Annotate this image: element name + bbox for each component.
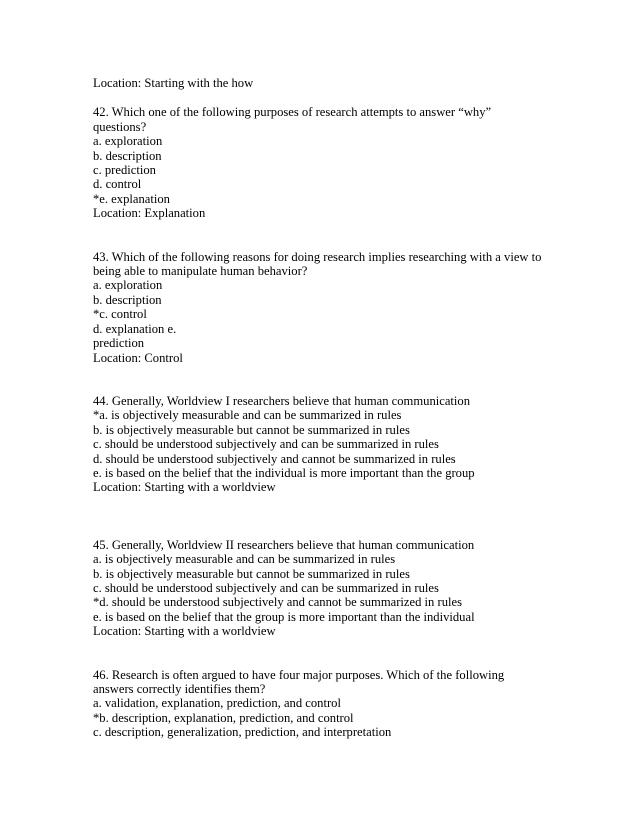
answer-option: b. is objectively measurable but cannot be summarized in rules [93,566,410,581]
correct-answer-option: *b. description, explanation, prediction, and control [93,710,354,725]
document-page [93,76,613,740]
correct-answer-option: *c. control [93,307,147,322]
answer-option: c. should be understood subjectively and can be summarized in rules [93,437,439,452]
answer-option: e. is based on the belief that the group is more important than the individual [93,609,475,624]
question-location: Location: Control [93,350,183,365]
correct-answer-option: *d. should be understood subjectively and cannot be summarized in rules [93,595,462,610]
header-location: Location: Starting with the how [93,76,254,90]
question-42 [93,105,613,220]
question-43 [93,250,613,365]
question-stem-continued: questions? [93,119,147,134]
answer-option: b. description [93,292,162,307]
question-stem: 42. Which one of the following purposes of research attempts to answer “why” [93,105,492,120]
question-location: Location: Starting with a worldview [93,624,276,639]
question-location: Location: Starting with a worldview [93,480,276,495]
question-44 [93,394,613,495]
correct-answer-option: *a. is objectively measurable and can be summarized in rules [93,408,402,423]
answer-option: d. explanation e. [93,321,177,336]
spacer [93,90,613,105]
answer-option: c. prediction [93,163,156,178]
answer-option: a. exploration [93,134,163,149]
question-stem: 46. Research is often argued to have four major purposes. Which of the following [93,667,505,682]
answer-option: b. is objectively measurable but cannot be summarized in rules [93,422,410,437]
correct-answer-option: *e. explanation [93,191,170,206]
question-stem: 44. Generally, Worldview I researchers believe that human communication [93,393,471,408]
answer-option: d. control [93,177,142,192]
question-46 [93,668,613,740]
question-stem: 45. Generally, Worldview II researchers believe that human communication [93,537,475,552]
answer-option: d. should be understood subjectively and cannot be summarized in rules [93,451,456,466]
answer-option: a. exploration [93,278,163,293]
question-stem: 43. Which of the following reasons for doing research implies researching with a view to [93,249,542,264]
question-stem-continued: answers correctly identifies them? [93,682,266,696]
question-location: Location: Explanation [93,206,206,221]
question-stem-continued: being able to manipulate human behavior? [93,264,308,279]
answer-option-continued: prediction [93,336,145,351]
spacer [93,639,613,668]
answer-option: c. should be understood subjectively and can be summarized in rules [93,580,439,595]
spacer [93,365,613,394]
answer-option: a. validation, explanation, prediction, and control [93,696,341,711]
answer-option: a. is objectively measurable and can be summarized in rules [93,552,396,567]
spacer [93,495,613,538]
spacer [93,221,613,250]
answer-option: b. description [93,148,162,163]
question-45 [93,538,613,639]
answer-option: e. is based on the belief that the individual is more important than the group [93,465,475,480]
answer-option: c. description, generalization, prediction, and interpretation [93,725,392,740]
